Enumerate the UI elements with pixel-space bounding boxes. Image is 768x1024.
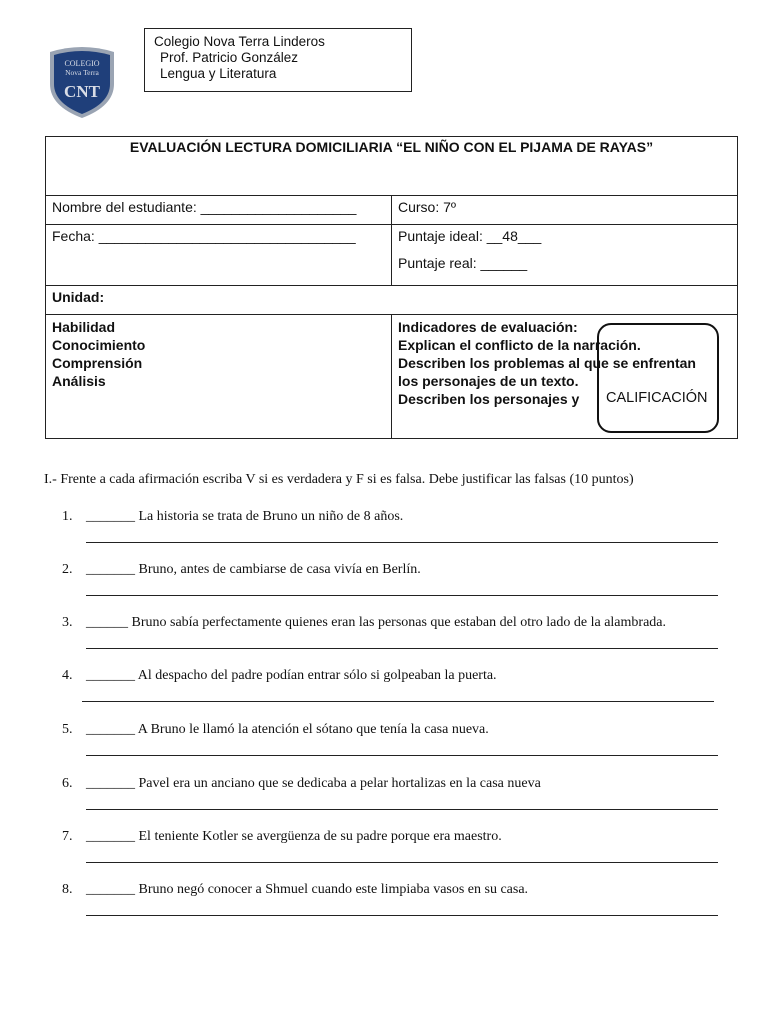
student-name-field[interactable]: Nombre del estudiante: ____________________ <box>46 196 392 225</box>
question-number: 4. <box>62 668 73 683</box>
question-number: 7. <box>62 829 73 844</box>
justification-line[interactable] <box>86 595 718 596</box>
indicator-item: Explican el conflicto de la narración. <box>398 337 641 353</box>
justification-line[interactable] <box>86 755 718 756</box>
indicator-item: Indicadores de evaluación: <box>398 319 578 335</box>
skill-item: Habilidad <box>52 319 116 335</box>
unit-label: Unidad: <box>46 286 738 315</box>
question-text[interactable]: _______ A Bruno le llamó la atención el sótano que tenía la casa nueva. <box>86 722 489 737</box>
question-text[interactable]: _______ Al despacho del padre podían entrar sólo si golpeaban la puerta. <box>86 668 497 683</box>
grade-box-label: CALIFICACIÓN <box>606 390 708 406</box>
justification-line[interactable] <box>86 862 718 863</box>
logo-text-name: Nova Terra <box>65 68 99 77</box>
skill-item: Comprensión <box>52 355 143 371</box>
school-name: Colegio Nova Terra Linderos <box>154 34 325 49</box>
question-number: 6. <box>62 776 73 791</box>
date-field[interactable]: Fecha: _________________________________ <box>46 225 392 286</box>
evaluation-title: EVALUACIÓN LECTURA DOMICILIARIA “EL NIÑO CON EL PIJAMA DE RAYAS” <box>46 137 738 196</box>
skill-item: Conocimiento <box>52 337 146 353</box>
indicator-item: Describen los personajes y <box>398 391 580 407</box>
question-text[interactable]: _______ Bruno, antes de cambiarse de casa vivía en Berlín. <box>86 562 421 577</box>
justification-line[interactable] <box>86 915 718 916</box>
real-score-field[interactable]: Puntaje real: ______ <box>398 255 528 271</box>
question-number: 5. <box>62 722 73 737</box>
question-text[interactable]: _______ La historia se trata de Bruno un niño de 8 años. <box>86 509 404 524</box>
question-number: 2. <box>62 562 73 577</box>
course-field: Curso: 7º <box>392 196 738 225</box>
question-text[interactable]: _______ Pavel era un anciano que se dedicaba a pelar hortalizas en la casa nueva <box>86 776 541 791</box>
indicator-item: Describen los problemas al que se enfrentan <box>398 355 696 371</box>
subject-name: Lengua y Literatura <box>160 66 277 81</box>
question-number: 1. <box>62 509 73 524</box>
question-number: 8. <box>62 882 73 897</box>
ideal-score: Puntaje ideal: __48___ <box>398 228 542 244</box>
question-text[interactable]: _______ Bruno negó conocer a Shmuel cuando este limpiaba vasos en su casa. <box>86 882 529 897</box>
logo-monogram: CNT <box>64 82 100 101</box>
justification-line[interactable] <box>86 809 718 810</box>
question-text[interactable]: _______ El teniente Kotler se avergüenza de su padre porque era maestro. <box>86 829 502 844</box>
justification-line[interactable] <box>86 542 718 543</box>
question-text[interactable]: ______ Bruno sabía perfectamente quienes eran las personas que estaban del otro lado de la alambrada. <box>86 615 667 630</box>
justification-line[interactable] <box>86 648 718 649</box>
justification-line[interactable] <box>82 701 714 702</box>
teacher-name: Prof. Patricio González <box>160 50 299 65</box>
section-instructions: I.- Frente a cada afirmación escriba V si es verdadera y F si es falsa. Debe justificar las falsas (10 puntos) <box>44 472 634 487</box>
indicator-item: los personajes de un texto. <box>398 373 579 389</box>
question-number: 3. <box>62 615 73 630</box>
skill-item: Análisis <box>52 373 106 389</box>
logo-text-top: COLEGIO <box>64 59 100 68</box>
